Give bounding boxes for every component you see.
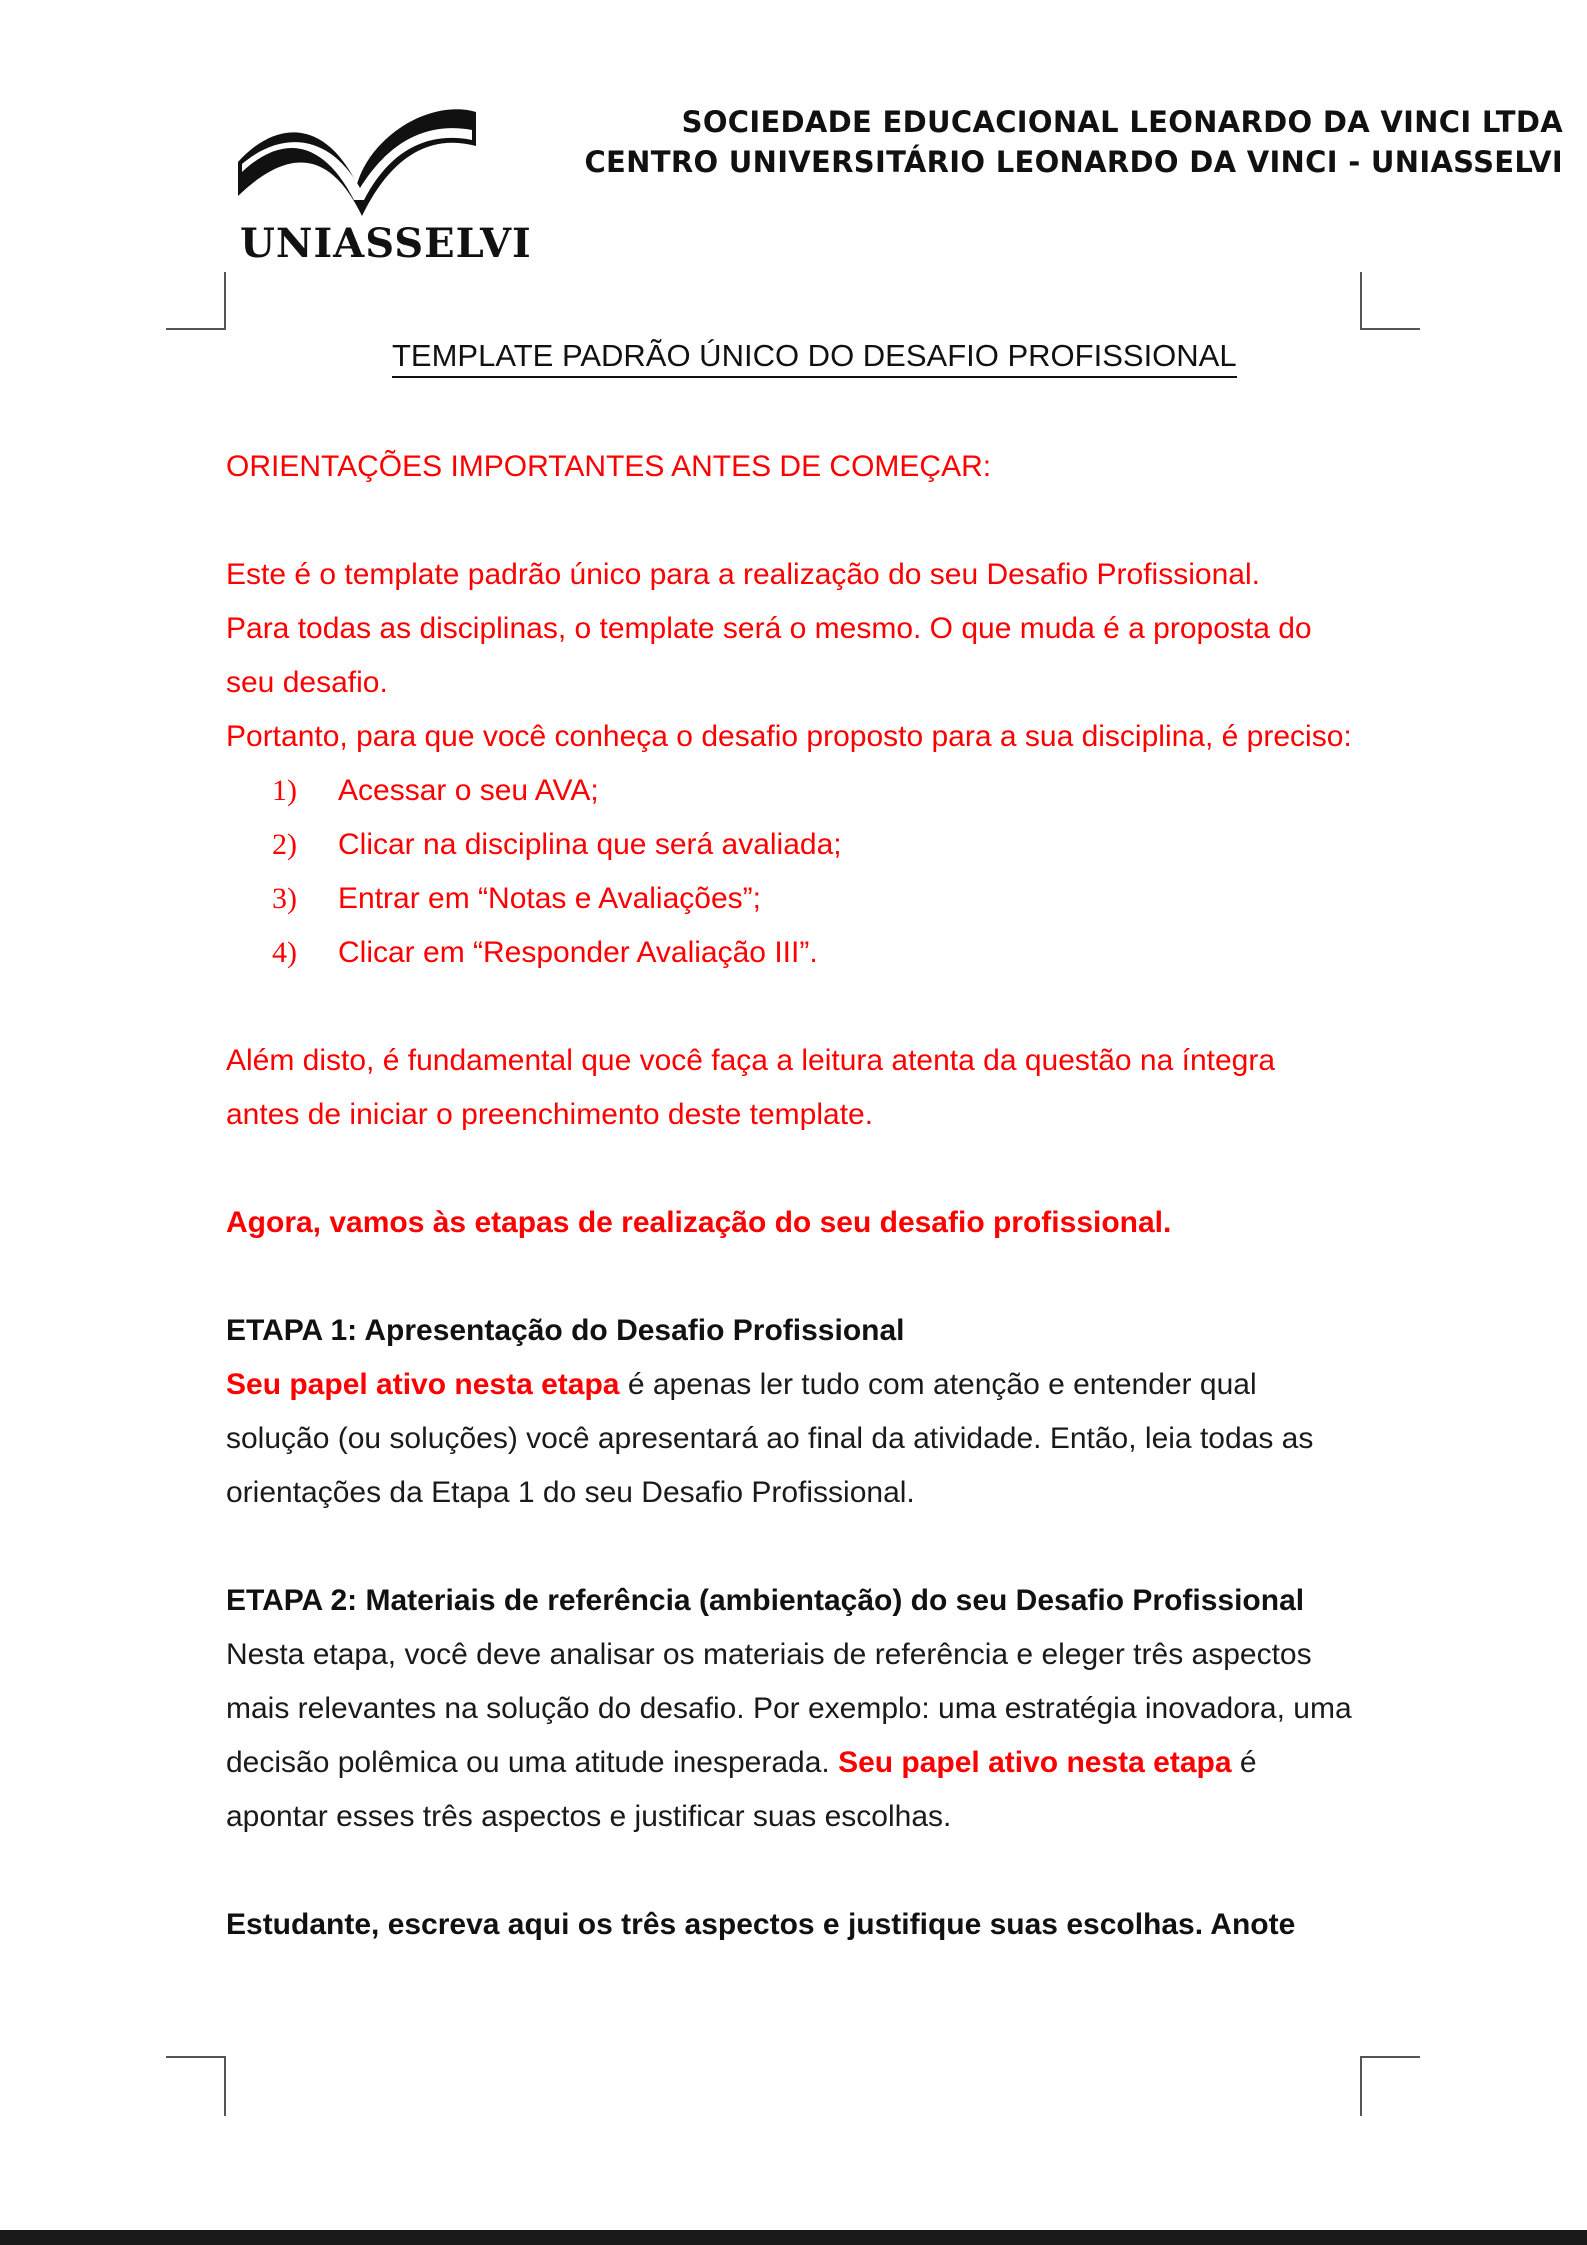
etapa-1-highlight: Seu papel ativo nesta etapa — [226, 1368, 620, 1401]
logo-wordmark: UNIASSELVI — [240, 220, 532, 267]
list-item — [226, 926, 1356, 980]
call-to-action: Agora, vamos às etapas de realização do seu desafio profissional. — [226, 1206, 1172, 1239]
list-item — [226, 764, 1356, 818]
document-body — [226, 440, 1356, 1952]
additional-note: Além disto, é fundamental que você faça a leitura atenta da questão na íntegra antes de iniciar o preenchimento deste template. — [226, 1044, 1276, 1131]
step-text: Acessar o seu AVA; — [338, 774, 599, 807]
step-number: 3) — [272, 882, 297, 915]
step-number: 1) — [272, 774, 297, 807]
step-number: 4) — [272, 936, 297, 969]
uniasselvi-logo — [232, 104, 532, 267]
crop-mark-top-left-h — [166, 328, 226, 330]
crop-mark-top-right-h — [1360, 328, 1420, 330]
crop-mark-bottom-right-v — [1360, 2056, 1362, 2116]
institution-name — [584, 102, 1563, 182]
intro-paragraph-2: Para todas as disciplinas, o template será o mesmo. O que muda é a proposta do seu desafio. — [226, 612, 1312, 699]
student-prompt: Estudante, escreva aqui os três aspectos e justifique suas escolhas. Anote — [226, 1908, 1296, 1941]
intro-paragraph-1: Este é o template padrão único para a realização do seu Desafio Profissional. — [226, 558, 1260, 591]
intro-paragraph-3: Portanto, para que você conheça o desafio proposto para a sua disciplina, é preciso: — [226, 720, 1352, 753]
etapa-2-text: Nesta etapa, você deve analisar os materiais de referência e eleger três aspectos mais relevantes na solução do desafio. Por exemplo: uma estratégia inovadora, uma decisão polêmica ou uma atitude inesperada. — [226, 1638, 1352, 1779]
list-item — [226, 818, 1356, 872]
step-text: Clicar na disciplina que será avaliada; — [338, 828, 842, 861]
logo-wings-icon — [232, 104, 492, 219]
crop-mark-bottom-left-h — [166, 2056, 226, 2058]
etapa-2-heading: ETAPA 2: Materiais de referência (ambientação) do seu Desafio Profissional — [226, 1584, 1305, 1617]
step-text: Entrar em “Notas e Avaliações”; — [338, 882, 761, 915]
institution-line-1: SOCIEDADE EDUCACIONAL LEONARDO DA VINCI LTDA — [681, 105, 1563, 139]
etapa-2-text-end: é apontar esses três aspectos e justificar suas escolhas. — [226, 1746, 1257, 1833]
steps-list — [226, 764, 1356, 980]
step-text: Clicar em “Responder Avaliação III”. — [338, 936, 818, 969]
etapa-2-paragraph — [226, 1628, 1356, 1844]
crop-mark-bottom-left-v — [224, 2056, 226, 2116]
page-bottom-border — [0, 2230, 1587, 2245]
step-number: 2) — [272, 828, 297, 861]
crop-mark-bottom-right-h — [1360, 2056, 1420, 2058]
crop-mark-top-right-v — [1360, 272, 1362, 330]
etapa-1-heading: ETAPA 1: Apresentação do Desafio Profissional — [226, 1314, 905, 1347]
orientation-heading: ORIENTAÇÕES IMPORTANTES ANTES DE COMEÇAR: — [226, 450, 992, 483]
institution-line-2: CENTRO UNIVERSITÁRIO LEONARDO DA VINCI - UNIASSELVI — [584, 145, 1563, 179]
etapa-2-highlight: Seu papel ativo nesta etapa — [838, 1746, 1232, 1779]
crop-mark-top-left-v — [224, 272, 226, 330]
document-title: TEMPLATE PADRÃO ÚNICO DO DESAFIO PROFISSIONAL — [392, 338, 1237, 378]
etapa-1-paragraph — [226, 1358, 1356, 1520]
list-item — [226, 872, 1356, 926]
etapa-1-text: é apenas ler tudo com atenção e entender qual solução (ou soluções) você apresentará ao final da atividade. Então, leia todas as orientações da Etapa 1 do seu Desafio Profissional. — [226, 1368, 1314, 1509]
